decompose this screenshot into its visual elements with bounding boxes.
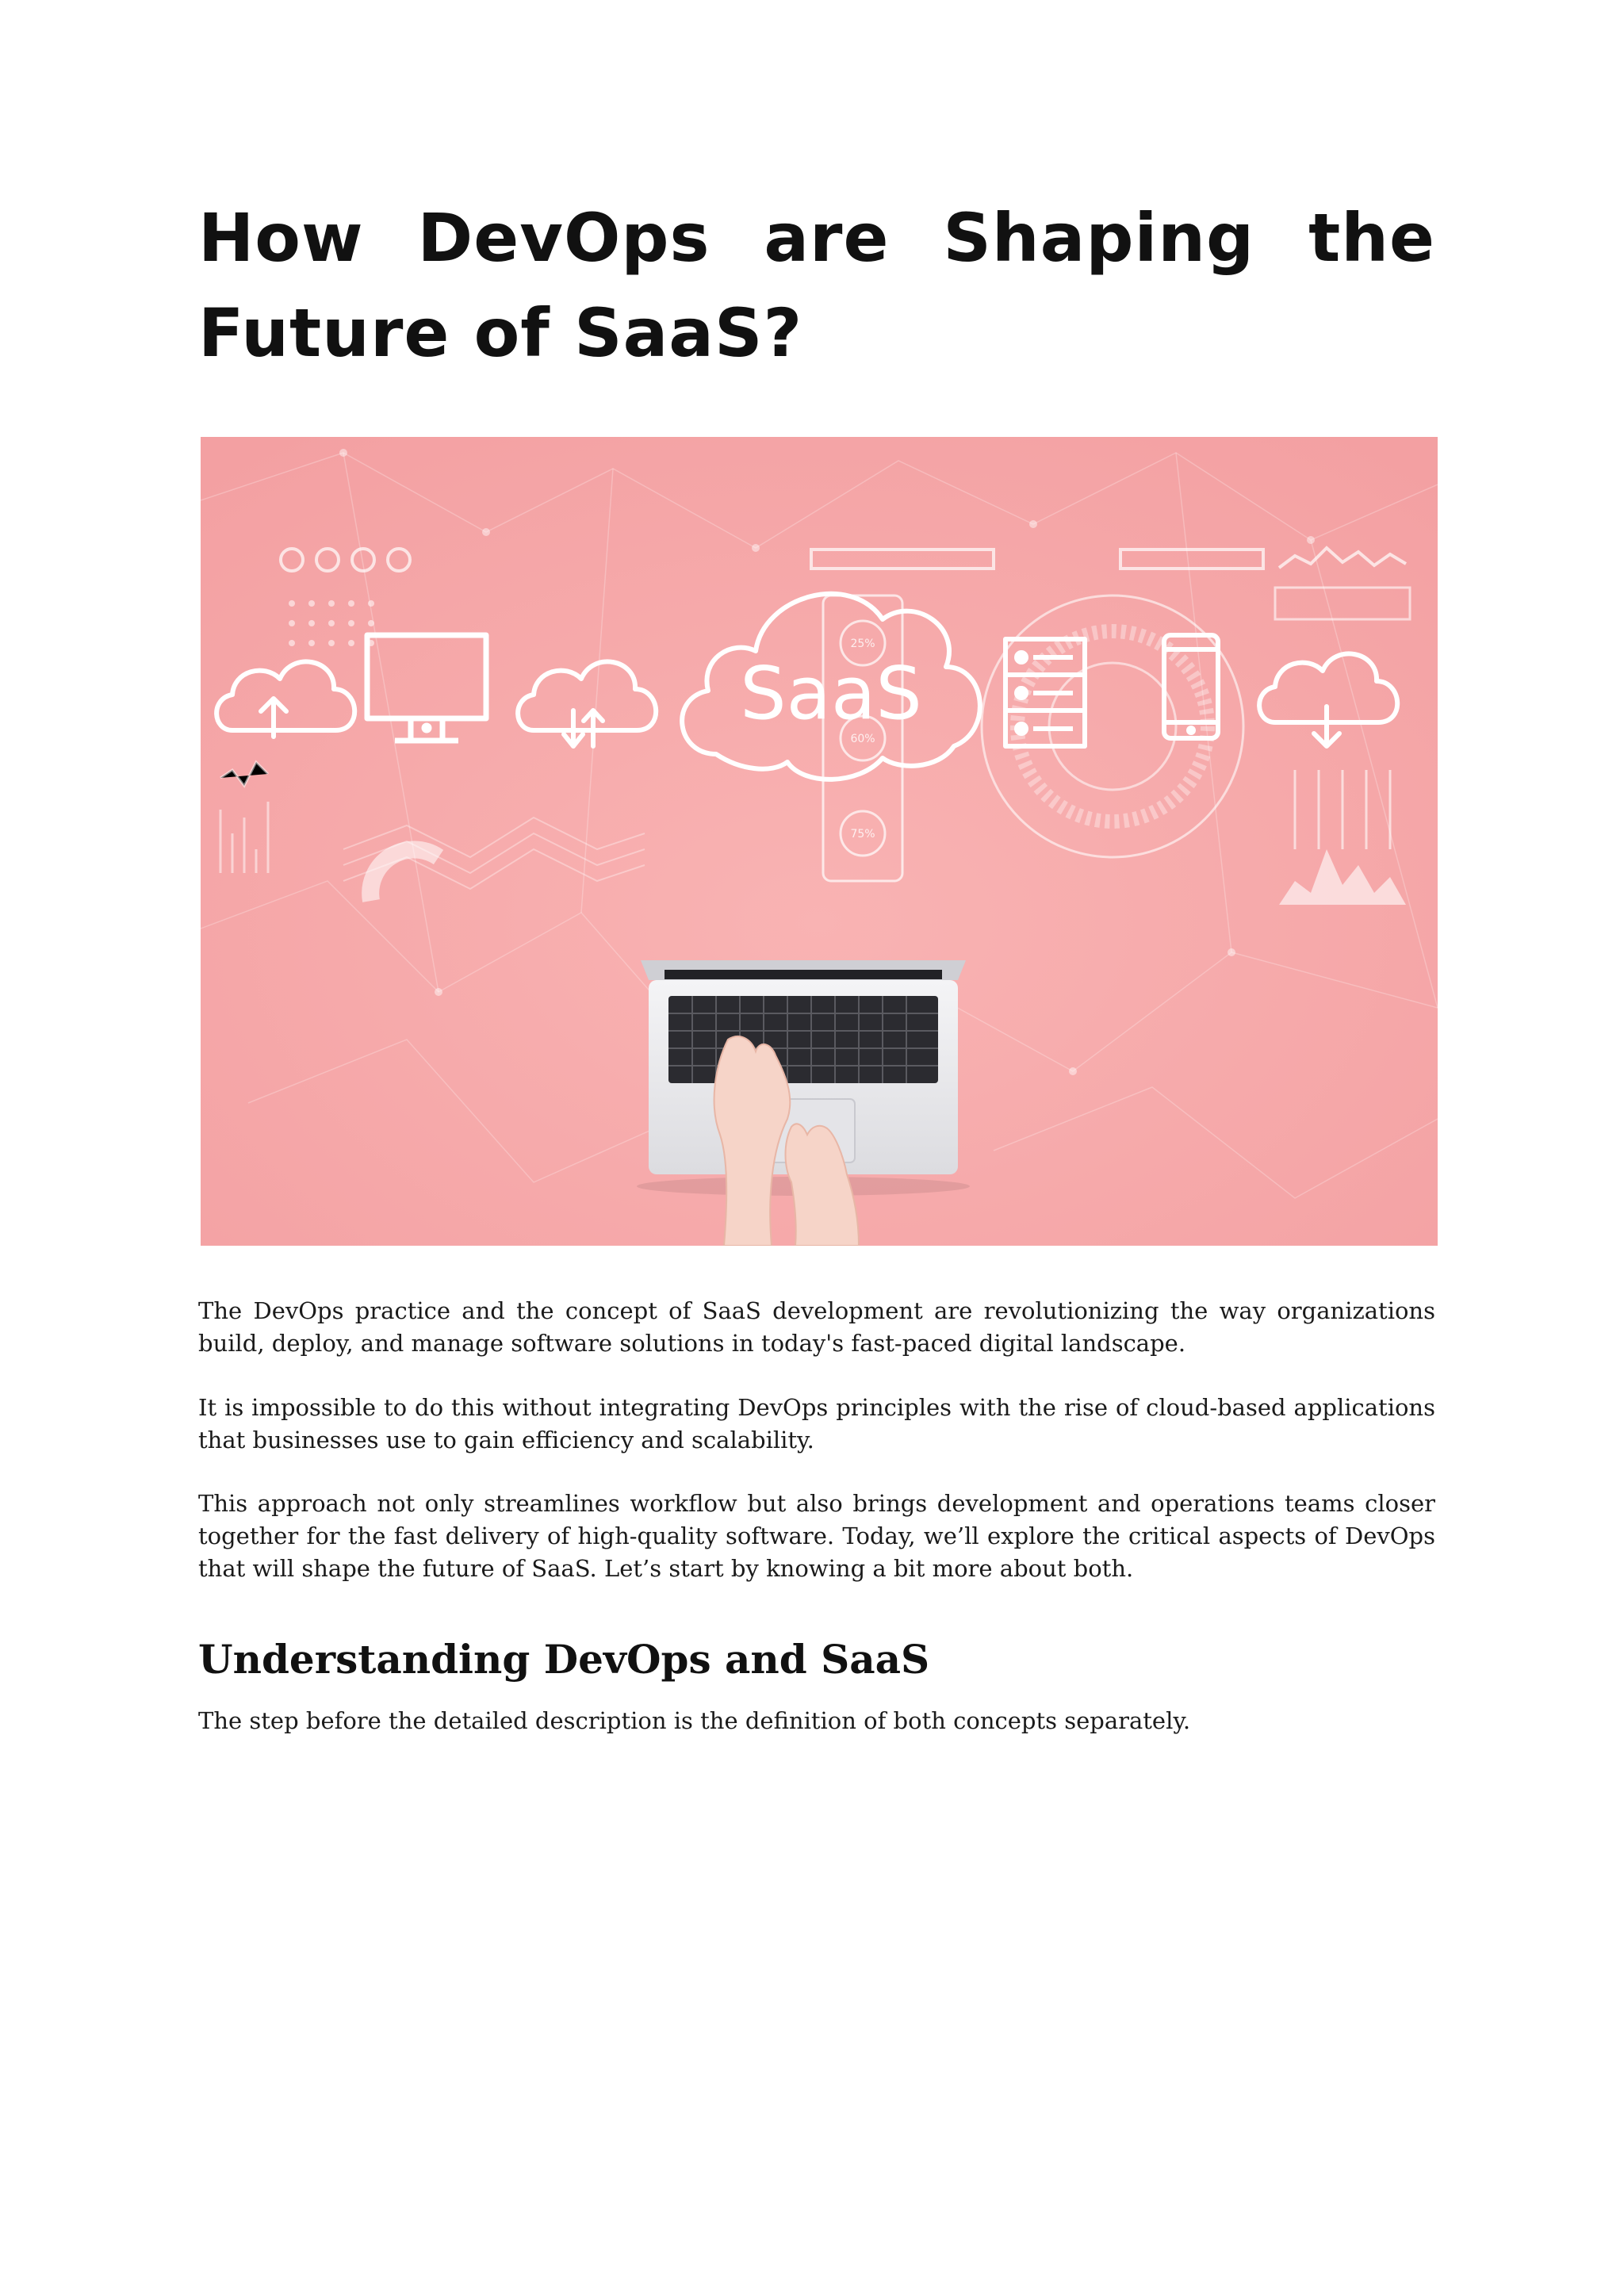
server-list-icon	[1005, 639, 1085, 746]
paragraph-intro: The DevOps practice and the concept of SaaS development are revolutionizing the way organizations build, deploy, and manage software solutions in today's fast-paced digital landscape.	[198, 1297, 1435, 1357]
hero-image	[201, 437, 1438, 1246]
gauge-label: 25%	[850, 638, 875, 650]
saas-label: SaaS	[740, 651, 922, 736]
section-intro-paragraph: The step before the detailed description is the definition of both concepts separately.	[198, 1707, 1191, 1734]
paragraph: This approach not only streamlines workflow but also brings development and operations teams closer together for the fast delivery of high-quality software. Today, we’ll explore the critical aspects of DevOps that will shape the future of SaaS. Let’s start by knowing a bit more about both.	[198, 1490, 1435, 1582]
page-title: How DevOps are Shaping the Future of SaaS?	[198, 199, 1435, 372]
section-heading: Understanding DevOps and SaaS	[198, 1636, 930, 1683]
gauge-label: 60%	[850, 733, 875, 745]
paragraph: It is impossible to do this without integrating DevOps principles with the rise of cloud-based applications that businesses use to gain efficiency and scalability.	[198, 1394, 1435, 1453]
gauge-label: 75%	[850, 828, 875, 841]
